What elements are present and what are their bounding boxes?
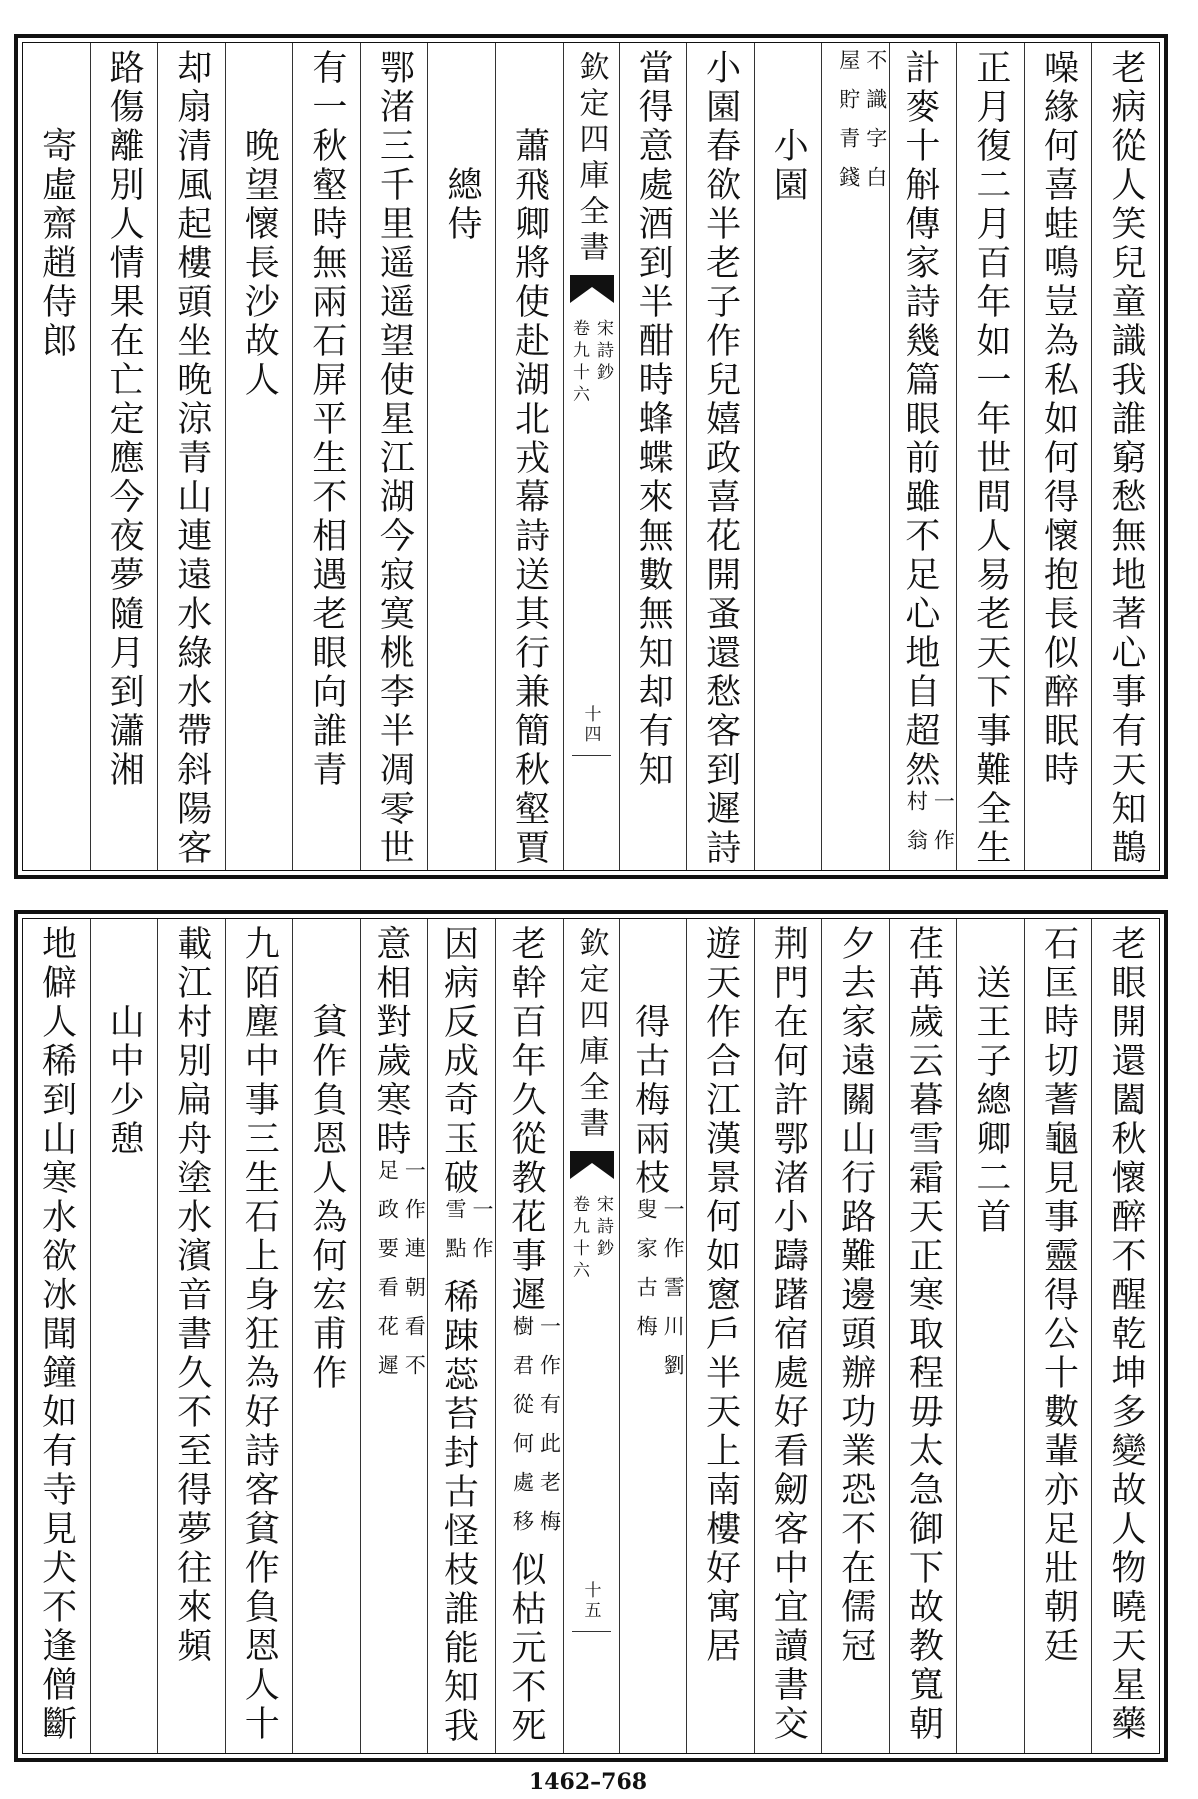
annotation-note: 一作有此老梅樹君從何處移 (510, 1315, 562, 1549)
banner-book-title: 欽定四庫全書 (573, 927, 609, 1143)
page-frame-bottom (14, 910, 1168, 1762)
banner-rule (572, 1631, 611, 1632)
verse-column (360, 43, 428, 870)
verse-column (1024, 43, 1092, 870)
verse-column (23, 919, 90, 1753)
banner-volume: 卷九十六 (569, 1195, 589, 1283)
banner-subtitle (568, 319, 615, 407)
poem-title: 蕭飛卿將使赴湖北戎幕詩送其行兼簡秋壑賈 (509, 127, 550, 868)
verse-column (754, 919, 822, 1753)
page-banner (563, 919, 619, 1753)
verse-column (1024, 919, 1092, 1753)
page-footer-number: 1462–768 (528, 1769, 648, 1795)
poem-title: 總侍 (441, 166, 482, 244)
banner-volume: 卷九十六 (569, 319, 589, 407)
verse-column (619, 43, 687, 870)
verse-text: 正月復二月百年如一年世間人易老天下事難全生 (970, 49, 1011, 868)
banner-book-title: 欽定四庫全書 (573, 51, 609, 267)
verse-text: 噪緣何喜蛙鳴豈為私如何得懷抱長似醉眠時 (1038, 49, 1079, 790)
poem-title: 小園 (768, 127, 809, 205)
poem-title-column (90, 919, 158, 1753)
verse-text: 載江村別扁舟塗水濱音書久不至得夢往來頻 (171, 925, 212, 1666)
leaf-number: 十五 (580, 1581, 601, 1621)
verse-text: 地僻人稀到山寒水欲冰聞鐘如有寺見犬不逢僧斷 (36, 925, 77, 1744)
verse-column (225, 919, 293, 1753)
verse-text: 老眼開還闔秋懷醉不醒乾坤多變故人物曉天星藥 (1106, 925, 1146, 1744)
verse-column (157, 43, 225, 870)
text-grid-bottom (22, 918, 1160, 1754)
verse-text: 荆門在何許鄂渚小躊躇宿處好看劒客中宜讀書交 (768, 925, 809, 1744)
poem-title-column (292, 919, 360, 1753)
verse-text: 却扇清風起樓頭坐晚涼青山連遠水綠水帶斜陽客 (171, 49, 212, 868)
poem-title: 寄虛齋趙侍郎 (36, 127, 77, 361)
banner-collection: 宋詩鈔 (593, 1195, 613, 1261)
poem-title: 送王子總卿二首 (970, 964, 1011, 1237)
fishtail-mark (564, 1151, 620, 1183)
verse-text: 計麥十斛傳家詩幾篇眼前雖不足心地自超然 (899, 49, 940, 790)
verse-text: 九陌塵中事三生石上身狂為好詩客貧作負恩人十 (239, 925, 280, 1744)
verse-column (821, 919, 889, 1753)
leaf-number: 十四 (580, 705, 601, 745)
verse-column (686, 919, 754, 1753)
poem-title: 貧作負恩人為何宏甫作 (306, 1003, 347, 1393)
poem-title-column (23, 43, 90, 870)
poem-title: 晚望懷長沙故人 (239, 127, 280, 400)
poem-title: 得古梅兩枝 (629, 1003, 670, 1198)
verse-column (157, 919, 225, 1753)
verse-text: 當得意處酒到半酣時蜂蝶來無數無知却有知 (633, 49, 674, 790)
annotation-note: 一作霅川劉叟家古梅 (634, 1198, 686, 1393)
verse-column (889, 43, 957, 870)
verse-text: 石匡時切蓍龜見事靈得公十數輩亦足壯朝廷 (1038, 925, 1079, 1666)
verse-text: 老病從人笑兒童識我誰窮愁無地著心事有天知鵲 (1106, 49, 1146, 868)
verse-column (90, 43, 158, 870)
verse-text: 似枯元不死 (506, 1551, 546, 1746)
verse-text: 因病反成奇玉破 (438, 925, 479, 1198)
verse-column (1091, 43, 1159, 870)
banner-rule (572, 755, 611, 756)
poem-title: 山中少憩 (104, 1003, 145, 1159)
fishtail-mark (564, 275, 620, 307)
verse-column (427, 919, 495, 1753)
verse-text: 有一秋壑時無兩石屏平生不相遇老眼向誰青 (306, 49, 347, 790)
page-banner (563, 43, 619, 870)
verse-column (360, 919, 428, 1753)
verse-text: 小園春欲半老子作兒嬉政喜花開蚤還愁客到遲詩 (700, 49, 741, 868)
verse-text: 老幹百年久從教花事遲 (506, 925, 546, 1315)
verse-text: 荏苒歲云暮雪霜天正寒取程毋太急御下故教寬朝 (903, 925, 944, 1744)
poem-title-column (754, 43, 822, 870)
text-grid-top (22, 42, 1160, 871)
verse-column (1091, 919, 1159, 1753)
annotation-note: 一作連朝看不足政要看花遲 (375, 1159, 427, 1393)
verse-text: 夕去家遠關山行路難邊頭辦功業恐不在儒冠 (835, 925, 876, 1666)
verse-text: 遊天作合江漢景何如窻戶半天上南樓好寓居 (700, 925, 741, 1666)
verse-column (495, 919, 563, 1753)
verse-text: 稀踈蕊苔封古怪枝誰能知我 (438, 1278, 479, 1746)
poem-title-column (956, 919, 1024, 1753)
poem-title-column (225, 43, 293, 870)
verse-text: 鄂渚三千里遥遥望使星江湖今寂寞桃李半凋零世 (374, 49, 415, 868)
verse-text: 意相對歲寒時 (370, 925, 411, 1159)
verse-column (889, 919, 957, 1753)
annotation-note: 一作雪點 (442, 1198, 494, 1276)
verse-text: 路傷離別人情果在亡定應今夜夢隨月到瀟湘 (104, 49, 145, 790)
annotation-note: 不識字白屋貯青錢 (836, 49, 888, 205)
verse-column (956, 43, 1024, 870)
poem-title-column (427, 43, 495, 870)
verse-column (686, 43, 754, 870)
annotation-note: 一作村翁 (904, 790, 956, 868)
verse-column (292, 43, 360, 870)
poem-title-column (495, 43, 563, 870)
poem-title-column (619, 919, 687, 1753)
banner-collection: 宋詩鈔 (593, 319, 613, 385)
banner-subtitle (568, 1195, 615, 1283)
page-frame-top (14, 34, 1168, 879)
annotation-column (821, 43, 889, 870)
